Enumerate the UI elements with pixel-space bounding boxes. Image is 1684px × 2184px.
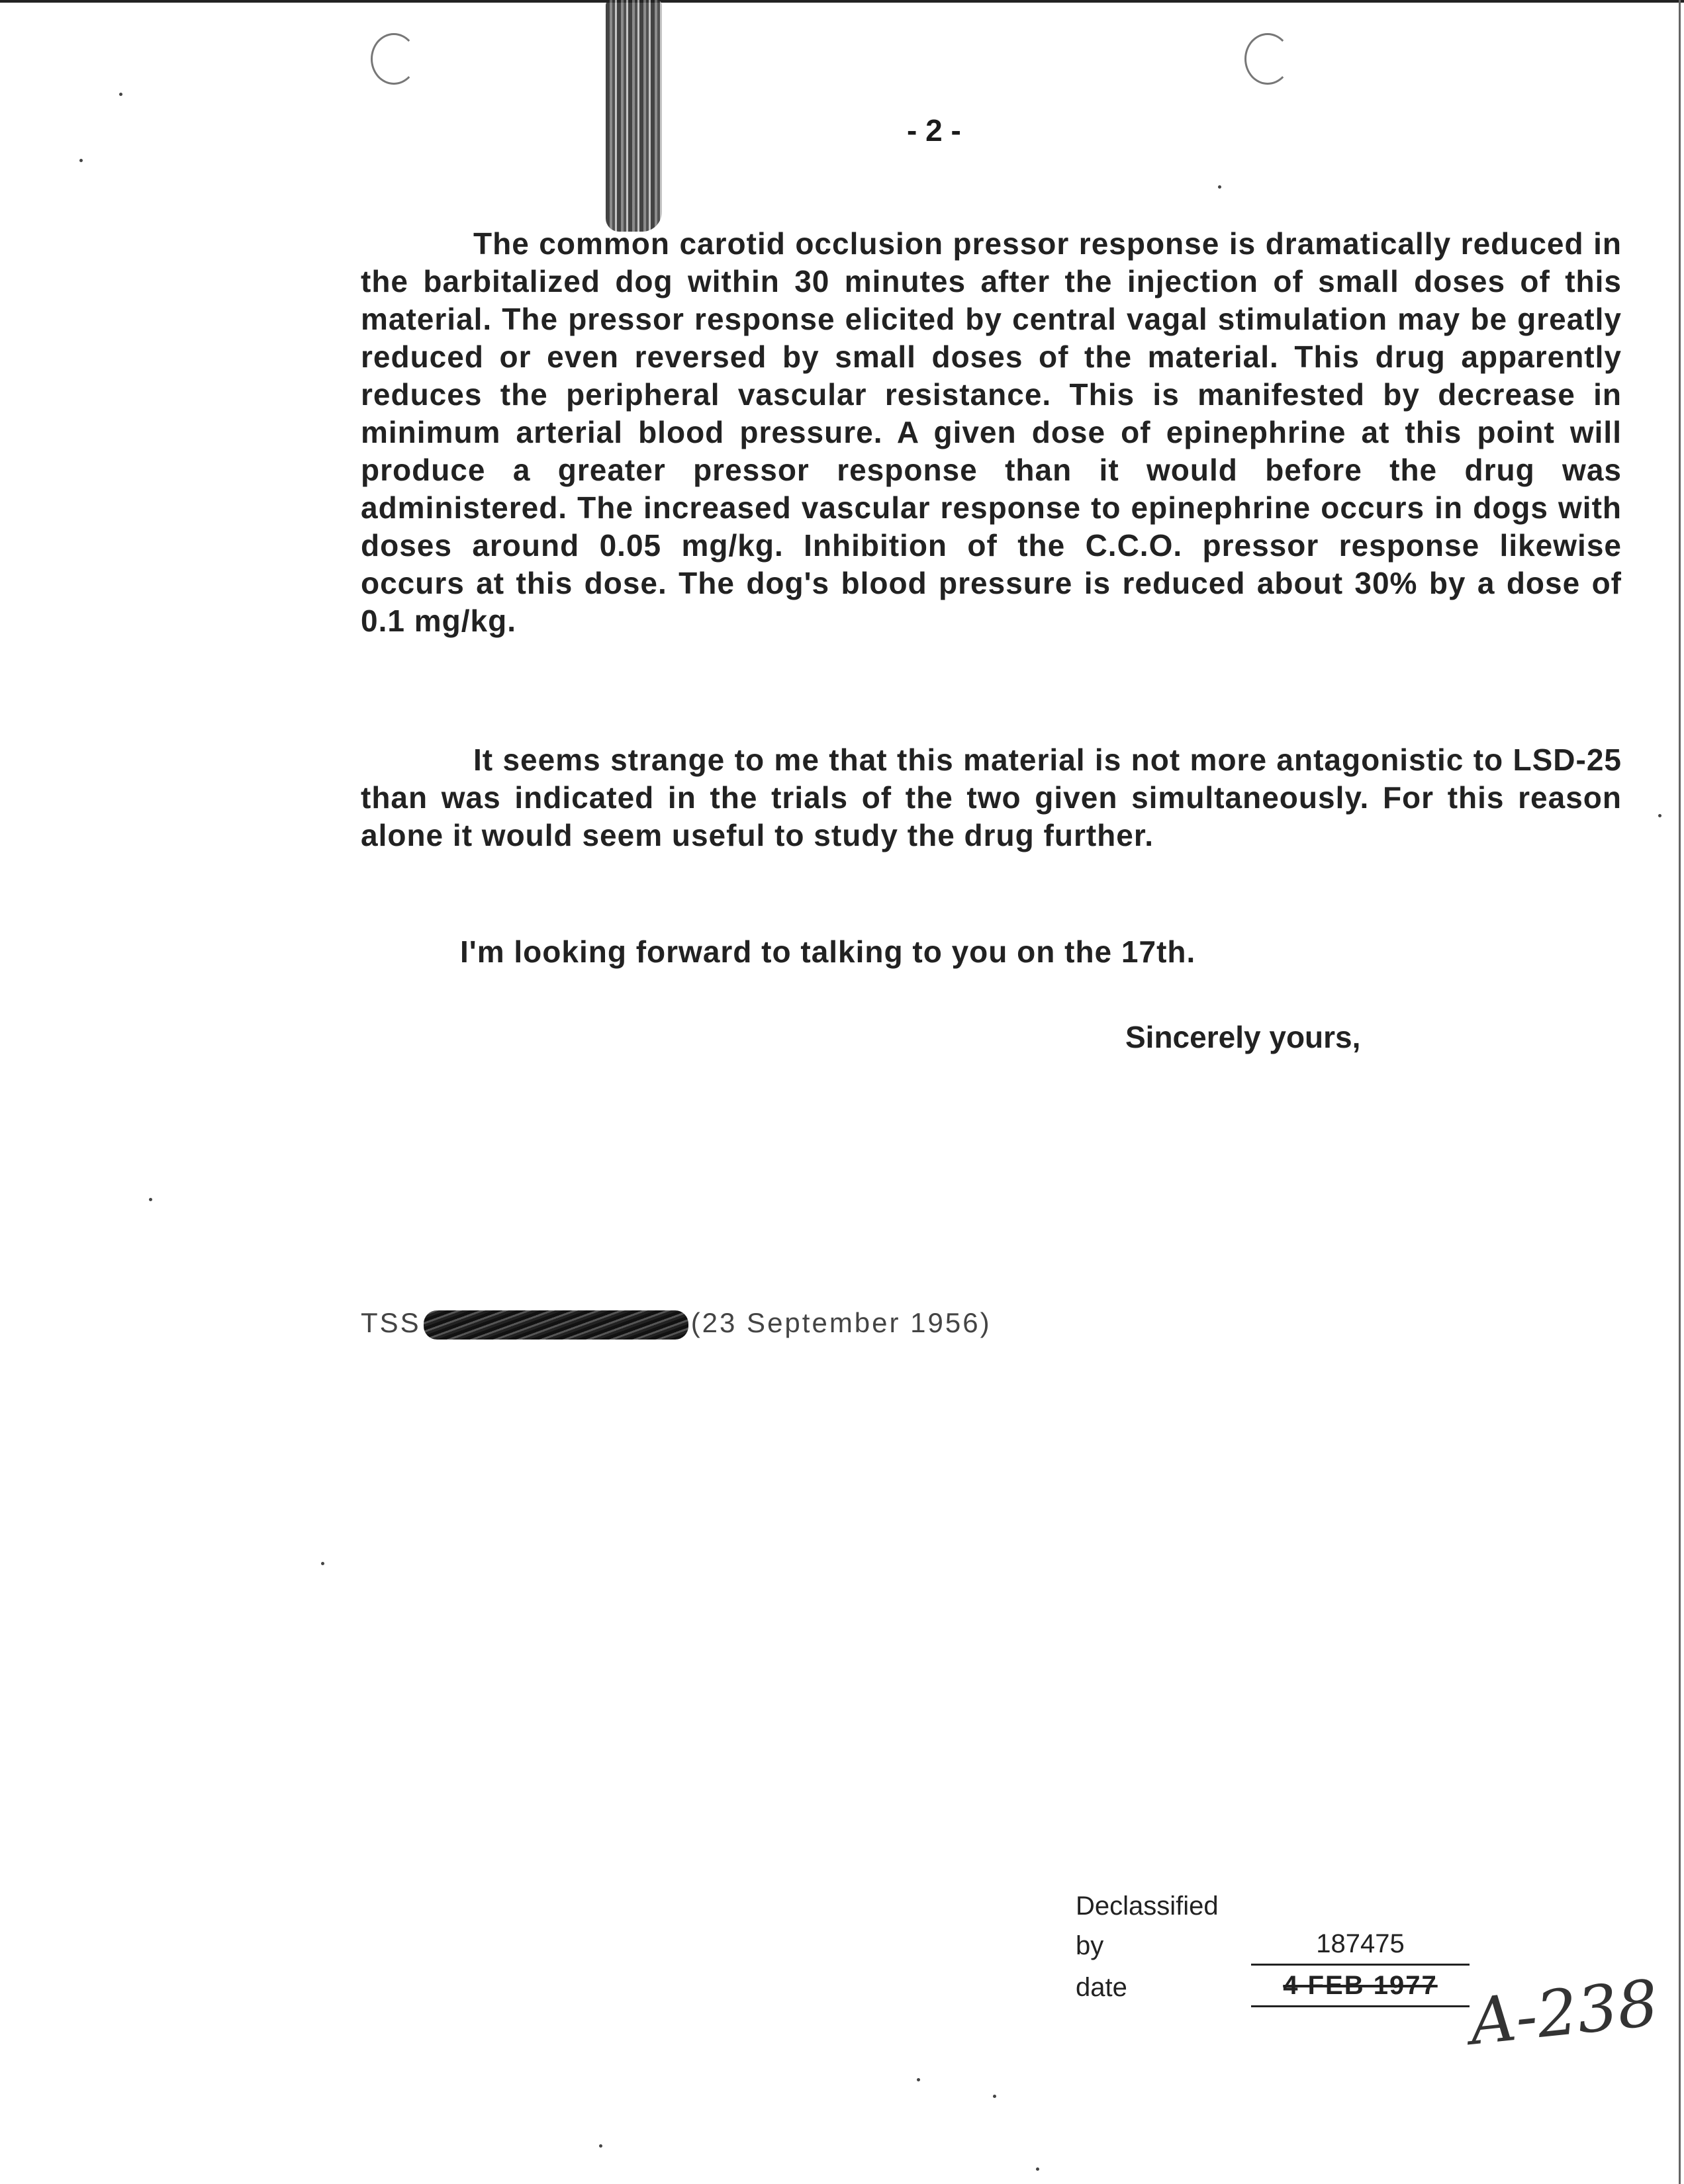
body-paragraph-1 <box>361 225 1622 640</box>
declassified-date-label: date <box>1076 1973 1127 2002</box>
right-edge-line <box>1679 0 1681 2184</box>
routing-line <box>361 1307 992 1340</box>
paragraph-3-text: I'm looking forward to talking to you on the 17th. <box>460 934 1196 969</box>
scan-speck <box>1658 814 1661 817</box>
declassification-stamp <box>1076 1886 1470 2007</box>
top-edge-line <box>0 0 1684 3</box>
declassified-date-value: 4 FEB 1977 <box>1251 1966 1470 2007</box>
punch-hole-left <box>371 33 417 85</box>
punch-hole-right <box>1244 33 1291 85</box>
routing-prefix: TSS <box>361 1307 421 1338</box>
paragraph-2-text: It seems strange to me that this material is not more antagonistic to LSD-25 than was indicated in the trials of the two given simultaneously. For this reason alone it would seem useful to study the drug further. <box>361 743 1622 852</box>
declassified-by-label: Declassified by <box>1076 1891 1219 1960</box>
scan-speck <box>1218 185 1221 189</box>
declassified-by-value: 187475 <box>1251 1924 1470 1966</box>
scan-speck <box>321 1562 324 1565</box>
body-paragraph-3 <box>460 933 1684 971</box>
scan-speck <box>599 2144 602 2148</box>
declassified-by-row <box>1076 1886 1470 1966</box>
body-paragraph-2 <box>361 741 1622 854</box>
handwritten-page-id: A-238 <box>1466 1966 1662 2060</box>
scan-speck <box>149 1198 152 1201</box>
routing-date: (23 September 1956) <box>690 1307 992 1338</box>
scan-speck <box>119 93 122 96</box>
scan-speck <box>1036 2167 1039 2171</box>
redaction-block <box>424 1310 688 1340</box>
page-number: - 2 - <box>907 113 961 148</box>
scan-speck <box>993 2095 996 2098</box>
paragraph-1-text: The common carotid occlusion pressor response is dramatically reduced in the barbitalized dog within 30 minutes after the injection of small doses of this material. The pressor response elicited by central vagal stimulation may be greatly reduced or even reversed by small doses of the material. This drug apparently reduces the peripheral vascular resistance. This is manifested by decrease in minimum arterial blood pressure. A given dose of epinephrine at this point will produce a greater pressor response than it would before the drug was administered. The increased vascular response to epinephrine occurs in dogs with doses around 0.05 mg/kg. Inhibition of the C.C.O. pressor response likewise occurs at this dose. The dog's blood pressure is reduced about 30% by a dose of 0.1 mg/kg. <box>361 226 1622 638</box>
scan-speck <box>917 2078 920 2081</box>
scan-speck <box>79 159 83 162</box>
closing-salutation: Sincerely yours, <box>1125 1020 1361 1054</box>
scan-smudge <box>606 0 662 232</box>
declassified-date-row <box>1076 1966 1470 2007</box>
